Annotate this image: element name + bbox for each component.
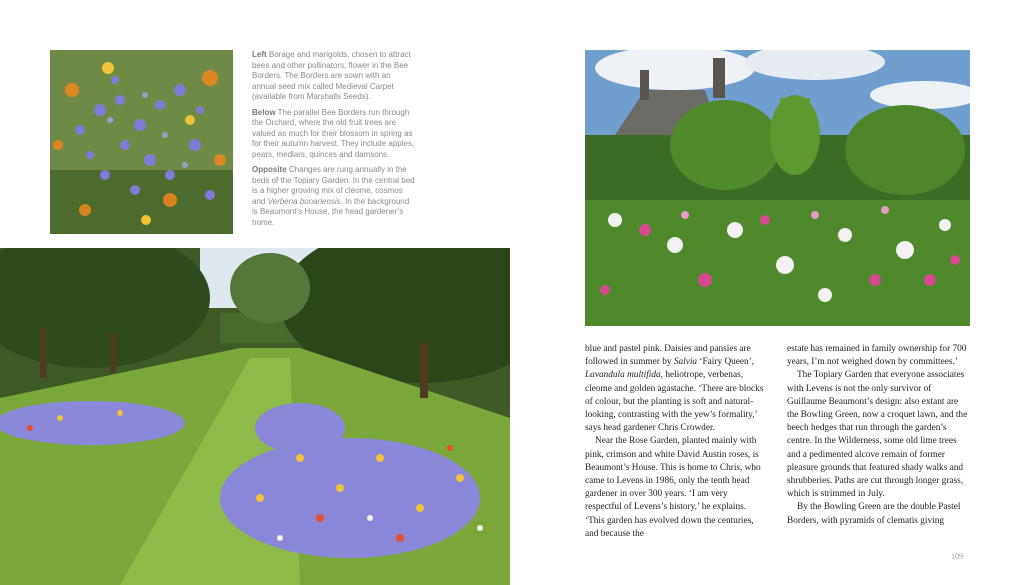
- page-number: 109: [951, 552, 963, 561]
- col2-paragraph-2: The Topiary Garden that everyone associates with Levens is not the only survivor of Guillaume Beaumont’s design: also extant are the Bowling Green, now a croquet lawn, and the beech hedges that run through the garden’s centre. In the Wilderness, some old lime trees and a pedimented alcove remain of former pleasure grounds that featured shady walks and shrubberies. Paths are cut through longer grass, which is strimmed in July.: [787, 370, 968, 500]
- body-column-2: [787, 343, 968, 528]
- photo-borage-marigolds: [50, 50, 233, 234]
- col1-paragraph-2: Near the Rose Garden, planted mainly with pink, crimson and white David Austin roses, is Beaumont’s House. This is home to Chris, who came to Levens in 1986, only the tenth head gardener in over 300 years. ‘I am very respectful of Levens’s history,’ he explains. ‘This garden has evolved down the centuries, and because the: [585, 436, 761, 539]
- caption-opposite: Opposite Changes are rung annually in the beds of the Topiary Garden. In the central bed is a higher growing mix of cleome, cosmos and Verbena bonariensis. In the background is Beaumont’s House, the head gardener’s home.: [252, 165, 415, 227]
- col2-paragraph-1: estate has remained in family ownership for 700 years, I’m not weighed down by committees.’: [787, 344, 967, 368]
- col1-paragraph-1: blue and pastel pink. Daisies and pansies are followed in summer by Salvia ‘Fairy Queen’, Lavandula multifida, heliotrope, verbenas, cleome and golden agastache. ‘There are blocks of colour, but the planting is soft and natural-looking, contrasting with the yew’s formality,’ says head gardener Chris Crowder.: [585, 344, 764, 434]
- caption-left: Left Borage and marigolds, chosen to attract bees and other pollinators, flower in the Bee Borders. The Borders are sown with an annual seed mix called Medieval Carpet (available from Marshalls Seeds).: [252, 50, 411, 101]
- photo-topiary-garden: [585, 50, 970, 326]
- photo-orchard-bee-borders: [0, 248, 510, 585]
- caption-below: Below The parallel Bee Borders run through the Orchard, where the old fruit trees are valued as much for their blossom in spring as for their autumn harvest. They include apples, pears, medlars, quinces and damsons.: [252, 107, 415, 159]
- col2-paragraph-3: By the Bowling Green are the double Pastel Borders, with pyramids of clematis giving: [787, 502, 961, 526]
- photo-captions: [252, 50, 416, 233]
- body-column-1: [585, 343, 766, 541]
